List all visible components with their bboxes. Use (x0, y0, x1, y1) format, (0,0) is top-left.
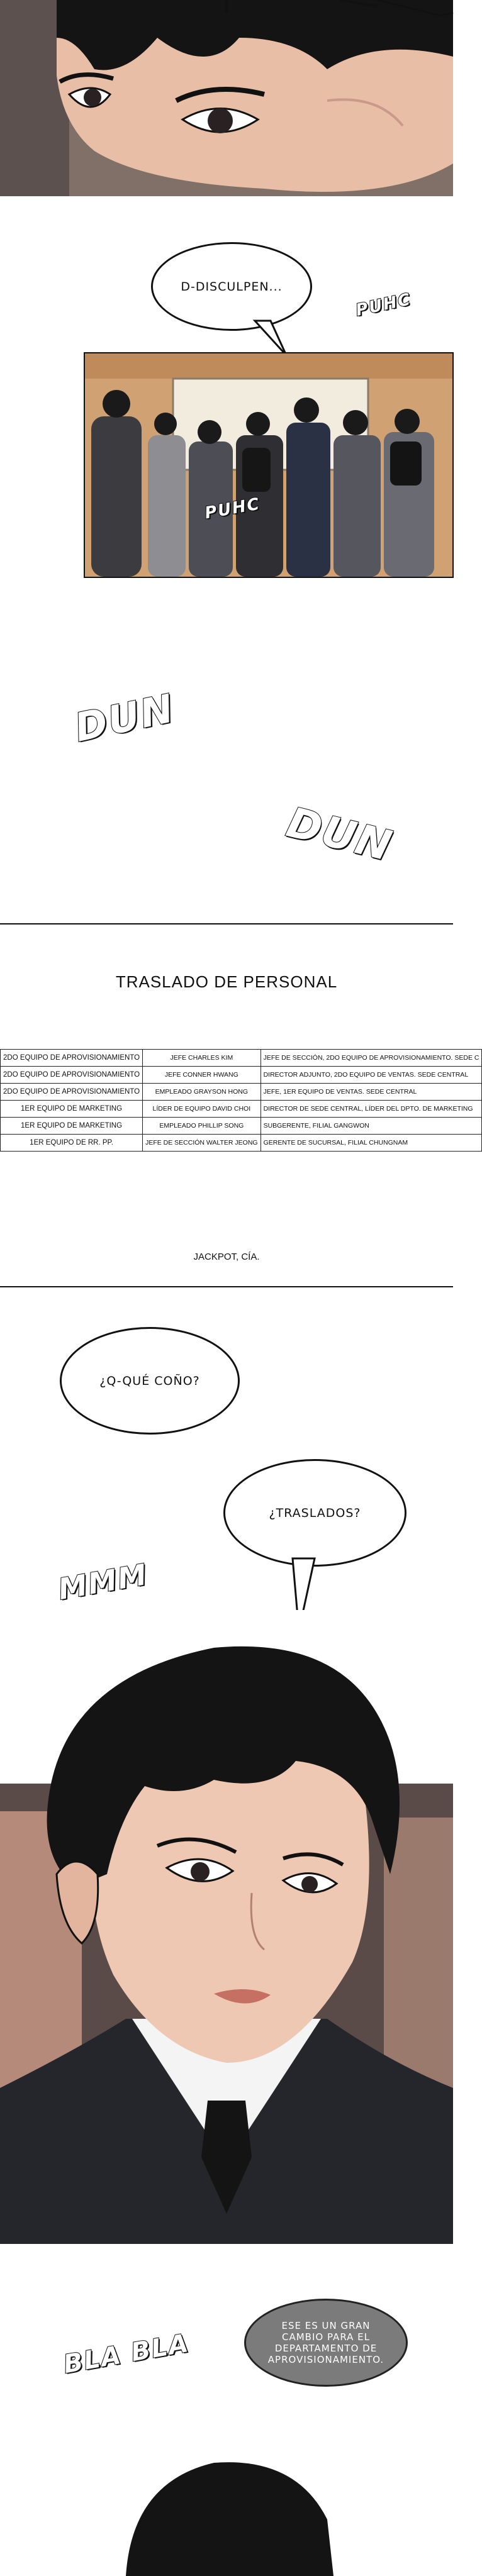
speech-bubble-que-cono (60, 1327, 240, 1435)
cell-employee: JEFE DE SECCIÓN WALTER JEONG (143, 1135, 261, 1152)
sfx-dun-2: DUN (282, 797, 398, 871)
panel-face-closeup (0, 0, 453, 196)
cell-department: 2DO EQUIPO DE APROVISIONAMIENTO (1, 1067, 143, 1084)
sfx-dun-1: DUN (70, 685, 179, 751)
sfx-bla-bla: BLA BLA (61, 2328, 192, 2380)
face-closeup-art (0, 0, 453, 196)
table-row (1, 1067, 482, 1084)
table-row (1, 1084, 482, 1101)
cell-department: 1ER EQUIPO DE MARKETING (1, 1118, 143, 1135)
cell-department: 1ER EQUIPO DE RR. PP. (1, 1135, 143, 1152)
panel-man-portrait (0, 1610, 453, 2244)
speech-bubble-disculpen (151, 242, 312, 331)
cell-department: 2DO EQUIPO DE APROVISIONAMIENTO (1, 1050, 143, 1067)
man-portrait-art (0, 1610, 453, 2244)
panel-crowd-board (84, 352, 454, 578)
cell-new-post: JEFE, 1ER EQUIPO DE VENTAS. SEDE CENTRAL (261, 1084, 482, 1101)
cell-new-post: GERENTE DE SUCURSAL, FILIAL CHUNGNAM (261, 1135, 482, 1152)
speech-text-que-cono: ¿Q-QUÉ COÑO? (99, 1374, 200, 1388)
cell-new-post: DIRECTOR DE SEDE CENTRAL, LÍDER DEL DPTO. DE MARKETING (261, 1101, 482, 1118)
bottom-head-art (0, 2444, 453, 2576)
cell-department: 2DO EQUIPO DE APROVISIONAMIENTO (1, 1084, 143, 1101)
cell-new-post: SUBGERENTE, FILIAL GANGWON (261, 1118, 482, 1135)
speech-text-traslados: ¿TRASLADOS? (269, 1506, 361, 1520)
sfx-mmm: MMM (55, 1557, 150, 1607)
crowd-art (85, 353, 452, 577)
table-row (1, 1050, 482, 1067)
cell-employee: JEFE CONNER HWANG (143, 1067, 261, 1084)
cell-new-post: JEFE DE SECCIÓN, 2DO EQUIPO DE APROVISIONAMIENTO. SEDE C (261, 1050, 482, 1067)
notice-title: TRASLADO DE PERSONAL (115, 972, 338, 991)
table-row (1, 1135, 482, 1152)
speech-bubble-traslados (223, 1459, 406, 1567)
table-row (1, 1118, 482, 1135)
sfx-puhc-1: PUHC (354, 290, 413, 320)
speech-text-disculpen: D-DISCULPEN... (181, 279, 283, 294)
table-row (1, 1101, 482, 1118)
speech-text-cambio: ESE ES UN GRAN CAMBIO PARA EL DEPARTAMENTO DE APROVISIONAMIENTO. (267, 2320, 384, 2365)
cell-employee: JEFE CHARLES KIM (143, 1050, 261, 1067)
notice-signature: JACKPOT, CÍA. (193, 1252, 260, 1262)
cell-department: 1ER EQUIPO DE MARKETING (1, 1101, 143, 1118)
speech-bubble-cambio (244, 2299, 408, 2387)
cell-new-post: DIRECTOR ADJUNTO, 2DO EQUIPO DE VENTAS. SEDE CENTRAL (261, 1067, 482, 1084)
sfx-puhc-2: PUHC (203, 494, 262, 523)
cell-employee: EMPLEADO GRAYSON HONG (143, 1084, 261, 1101)
cell-employee: LÍDER DE EQUIPO DAVID CHOI (143, 1101, 261, 1118)
cell-employee: EMPLEADO PHILLIP SONG (143, 1118, 261, 1135)
transfer-table (0, 1049, 482, 1152)
